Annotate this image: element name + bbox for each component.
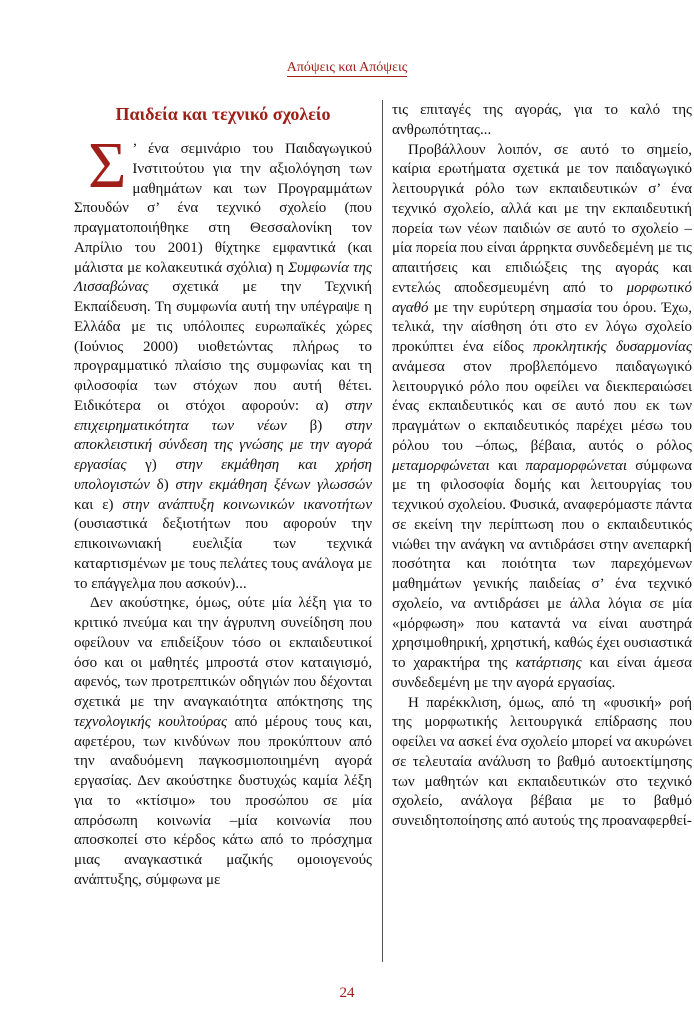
text-run: ’ ένα σεμινάριο του Παιδαγωγικού Ινστιτούτου για την αξιολόγηση των μαθημάτων και των Προγραμμάτων Σπουδών σ’ ένα τεχνικό σχολείο (που πραγματοποιήθηκε στη Θεσσαλονίκη τον Απρίλιο του 2001) θίχτηκε εμφαντικά (και μάλιστα με κολακευτικά σχόλια) η	[74, 141, 372, 276]
text-run: Δεν ακούστηκε, όμως, ούτε μία λέξη για το κριτικό πνεύμα και την άγρυπνη συνείδηση που οφείλουν να επιδείξουν τόσο οι εκπαιδευτικοί όσο και οι μαθητές μπροστά στον καταιγισμό, αφενός, των προτρεπτικών οδηγιών που δέχονται σχετικά με την αναγκαιότητα απόκτησης της	[74, 595, 372, 710]
text-run: ανάμεσα στον προβλεπόμενο παιδαγωγικό λειτουργικό ρόλο που οφείλει να διεκπεραιώσει ένας εκπαιδευτικός και σε αυτό που εκ των πραγμάτων ο εκπαιδευτικός παρέχει μέσω του ρόλου του –όπως, βέβαια, αυτός ο ρόλος	[392, 358, 692, 454]
italic-text: στην εκμάθηση ξένων γλωσσών	[175, 476, 372, 493]
text-run: δ)	[149, 476, 176, 493]
italic-text: μεταμορφώνεται	[392, 457, 490, 474]
italic-text: τεχνολογικής κουλτούρας	[74, 713, 228, 730]
text-run: σύμφωνα με τη φιλοσοφία δομής και λειτουργίας του τεχνικού σχολείου. Φυσικά, αναφερόμαστε πάντα σε εκείνη την περίπτωση που ο εκπαιδευτικός νιώθει την ανάγκη να αντιδράσει στην ανεπαρκή ποσότητα και ποιότητα των παρεχόμενων μαθημάτων γενικής παιδείας σ’ ένα τεχνικό σχολείο, να αντιδράσει με άλλα λόγια σε μία «μόρφωση» που καταντά να είναι αυστηρά χρησιμοθηρική, χρηστική, καθώς έχει ουσιαστικά το χαρακτήρα της	[392, 457, 692, 671]
left-column	[74, 129, 373, 891]
paragraph	[392, 694, 692, 832]
text-run: (ουσιαστικά δεξιοτήτων που αφορούν την επικοινωνιακή ευελιξία των τεχνικά καταρτισμένων με τους πελάτες τους ανάλογα με το επάγγελμα που ασκούν)...	[74, 516, 372, 592]
paragraph	[392, 101, 692, 141]
text-run: και	[489, 457, 526, 474]
italic-text: παραμορφώνεται	[525, 457, 627, 474]
text-run: με την ευρύτερη σημασία του όρου. Έχω, τελικά, την αίσθηση ότι στο εν λόγω σχολείο προκύπτει ένα είδος	[392, 299, 692, 355]
drop-cap: Σ	[88, 129, 127, 202]
italic-text: στην ανάπτυξη κοινωνικών ικανοτήτων	[122, 496, 372, 513]
running-header	[0, 60, 694, 76]
italic-text: Συμφωνία της Λισσαβώνας	[74, 259, 373, 296]
article-title: Παιδεία και τεχνικό σχολείο	[115, 104, 331, 124]
text-run: τις επιταγές της αγοράς, για το καλό της ανθρωπότητας...	[392, 102, 692, 138]
text-run: και είναι άμεσα συνδεδεμένη με την αγορά εργασίας.	[392, 655, 692, 691]
text-run: από μέρους τους και, αφετέρου, των κινδύνων που προκύπτουν από την αναδυόμενη παγκοσμιοποιημένη αγορά εργασίας. Δεν ακούστηκε δυστυχώς καμία λέξη για το «κτίσιμο» του προσώπου σε μία απρόσωπη κοινωνία –μία κοινωνία που αποσκοπεί στο κέρδος κάτω από το πρόσχημα μιας αναγκαστικά μαζικής ομοιογενούς ανάπτυξης, σύμφωνα με	[74, 713, 372, 888]
text-run: Η παρέκκλιση, όμως, από τη «φυσική» ροή της μορφωτικής λειτουργικά επίδρασης που οφείλει να ασκεί ένα σχολείο μπορεί να ακυρώνει σε τελευταία ανάλυση το βαθμό αυτοεκτίμησης των μαθητών και εκπαιδευτικών στο τεχνικό σχολείο, ανάλογα βέβαια με το βαθμό συνειδητοποίησης από αυτούς της προαναφερθεί-	[392, 694, 692, 829]
text-run: σχετικά με την Τεχνική Εκπαίδευση. Τη συμφωνία αυτή την υπέγραψε η Ελλάδα με τις υπόλοιπες ευρωπαϊκές χώρες (Ιούνιος 2000) υιοθετώντας πλήρως το προγραμματικό πλαίσιο της συμφωνίας και τη φιλοσοφία των στόχων που αυτή θέτει. Ειδικότερα οι στόχοι αφορούν: α)	[74, 279, 372, 414]
text-run: γ)	[126, 457, 176, 473]
paragraph	[392, 141, 692, 694]
italic-text: προκλητικής δυσαρμονίας	[533, 339, 693, 355]
italic-text: μορφωτικό αγαθό	[392, 279, 692, 316]
text-run: β)	[286, 417, 346, 434]
section-title: Απόψεις και Απόψεις	[286, 60, 408, 75]
italic-text: στην επιχειρηματικότητα των νέων	[74, 397, 372, 434]
italic-text: κατάρτισης	[515, 655, 582, 671]
paragraph	[74, 594, 372, 890]
italic-text: στην εκμάθηση και χρήση υπολογιστών	[74, 457, 372, 493]
page-number: 24	[339, 985, 355, 1001]
right-column	[392, 101, 692, 832]
italic-text: στην αποκλειστική σύνδεση της γνώσης με την αγορά εργασίας	[74, 417, 372, 473]
text-run: Προβάλλουν λοιπόν, σε αυτό το σημείο, καίρια ερωτήματα σχετικά με τον παιδαγωγικό λειτουργικά ρόλο των εκπαιδευτικών σ’ ένα τεχνικό σχολείο, αλλά και με την εκπαιδευτική πορεία των νέων παιδιών σε αυτό το σχολείο –μία πορεία που είναι άρρηκτα συνδεδεμένη με τις απαιτήσεις και επιδιώξεις της αγοράς και εντελώς αποδεσμευμένη από το	[392, 141, 692, 296]
column-divider	[382, 100, 383, 962]
paragraph	[74, 129, 373, 594]
text-run: και ε)	[74, 496, 123, 513]
